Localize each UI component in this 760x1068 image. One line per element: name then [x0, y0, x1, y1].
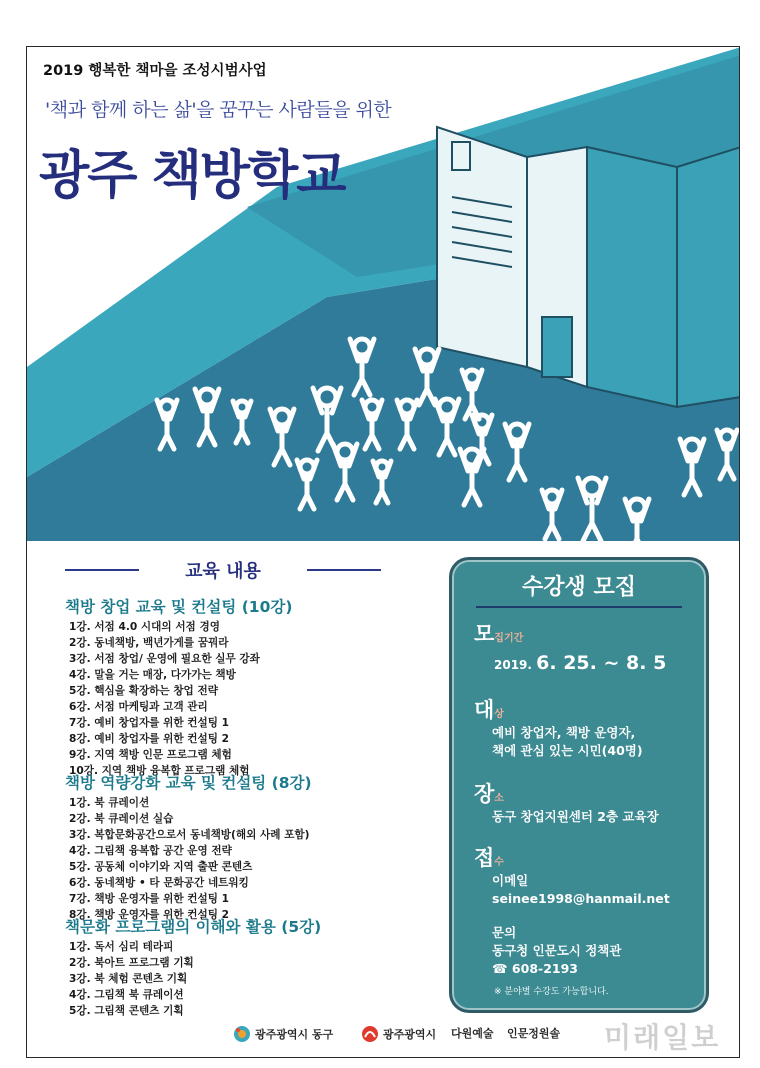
lecture-item: 1강. 서점 4.0 시대의 서점 경영 — [69, 621, 220, 633]
phone-number: ☎ 608-2193 — [492, 961, 578, 976]
logo-dawon-text: 다원예술 — [451, 1027, 494, 1040]
logo-inmun — [507, 1025, 560, 1041]
lecture-item: 5강. 그림책 콘텐츠 기획 — [69, 1005, 184, 1017]
lecture-list — [65, 939, 405, 1019]
inquiry-org: 동구청 인문도시 정책관 — [492, 943, 622, 958]
logo-dawon — [451, 1025, 494, 1041]
course-block-3 — [65, 917, 405, 1019]
lecture-item: 2강. 북아트 프로그램 기획 — [69, 957, 194, 969]
period-section — [474, 618, 666, 674]
lecture-item: 9강. 지역 책방 인문 프로그램 체험 — [69, 749, 232, 761]
course-block-2 — [65, 773, 405, 923]
lecture-item: 3강. 서점 창업/ 운영에 필요한 실무 강좌 — [69, 653, 260, 665]
lecture-item: 5강. 핵심을 확장하는 창업 전략 — [69, 685, 218, 697]
email-label: 이메일 — [492, 873, 529, 888]
tagline: '책과 함께 하는 삶'을 꿈꾸는 사람들을 위한 — [45, 99, 392, 121]
logo-inmun-text: 인문정원솔 — [507, 1027, 561, 1040]
target-initial: 대 — [474, 698, 495, 722]
period-year: 2019. — [494, 658, 532, 672]
place-label: 소 — [494, 793, 504, 804]
lecture-item: 6강. 서점 마케팅과 고객 관리 — [69, 701, 208, 713]
lecture-item: 3강. 복합문화공간으로서 동네책방(해외 사례 포함) — [69, 829, 310, 841]
gwangju-logo-icon — [361, 1025, 379, 1043]
lecture-item: 6강. 동네책방 • 타 문화공간 네트워킹 — [69, 877, 249, 889]
lecture-item: 4강. 그림책 융복합 공간 운영 전략 — [69, 845, 232, 857]
note-text: ※ 분야별 수강도 가능합니다. — [494, 987, 609, 997]
lecture-item: 2강. 동네책방, 백년가게를 꿈꿔라 — [69, 637, 229, 649]
poster — [26, 46, 740, 1058]
apply-section — [474, 842, 670, 978]
recruitment-panel — [449, 557, 709, 1013]
lecture-item: 7강. 예비 창업자를 위한 컨설팅 1 — [69, 717, 230, 729]
lecture-item: 1강. 독서 심리 테라피 — [69, 941, 174, 953]
course-block-1 — [65, 597, 405, 779]
panel-divider — [476, 606, 682, 608]
logo-gwangju-text: 광주광역시 — [383, 1028, 437, 1041]
education-heading-text: 교육 내용 — [185, 561, 261, 582]
apply-label: 수 — [494, 857, 504, 868]
lecture-list — [65, 795, 405, 923]
target-line-1: 예비 창업자, 책방 운영자, — [492, 725, 636, 740]
period-label: 집기간 — [494, 633, 524, 644]
lecture-item: 2강. 북 큐레이션 실습 — [69, 813, 174, 825]
donggu-logo-icon — [233, 1025, 251, 1043]
course-title: 책방 역량강화 교육 및 컨설팅 (8강) — [65, 774, 312, 792]
watermark: 미래일보 — [604, 1021, 721, 1054]
lecture-item: 8강. 책방 운영자를 위한 컨설팅 2 — [69, 909, 230, 921]
apply-initial: 접 — [474, 846, 495, 870]
inquiry-label: 문의 — [492, 925, 517, 940]
lecture-item: 10강. 지역 책방 융복합 프로그램 체험 — [69, 765, 250, 777]
logo-gwangju — [361, 1025, 436, 1043]
lecture-item: 7강. 책방 운영자를 위한 컨설팅 1 — [69, 893, 230, 905]
target-label: 상 — [494, 709, 504, 720]
course-title: 책방 창업 교육 및 컨설팅 (10강) — [65, 598, 293, 616]
place-value: 동구 창업지원센터 2층 교육장 — [492, 809, 659, 824]
lecture-item: 5강. 공동체 이야기와 지역 출판 콘텐츠 — [69, 861, 253, 873]
logo-donggu — [233, 1025, 333, 1043]
education-heading — [65, 555, 381, 585]
target-section — [474, 694, 643, 760]
lecture-item: 8강. 예비 창업자를 위한 컨설팅 2 — [69, 733, 230, 745]
lecture-item: 3강. 북 체험 콘텐츠 기획 — [69, 973, 188, 985]
period-initial: 모 — [474, 622, 495, 646]
period-value — [494, 652, 666, 674]
lecture-list — [65, 619, 405, 779]
lecture-item: 4강. 그림책 북 큐레이션 — [69, 989, 184, 1001]
recruitment-title: 수강생 모집 — [522, 575, 636, 600]
period-dates: 6. 25. ~ 8. 5 — [536, 652, 667, 674]
email-address[interactable]: seinee1998@hanmail.net — [492, 891, 670, 906]
lecture-item: 4강. 말을 거는 매장, 다가가는 책방 — [69, 669, 236, 681]
target-line-2: 책에 관심 있는 시민(40명) — [492, 743, 643, 758]
place-section — [474, 778, 659, 826]
page-title: 광주 책방학교 — [39, 146, 345, 206]
heading-rule-right — [307, 569, 381, 571]
hero-illustration — [27, 47, 740, 541]
course-title: 책문화 프로그램의 이해와 활용 (5강) — [65, 918, 322, 936]
logo-donggu-text: 광주광역시 동구 — [255, 1028, 334, 1041]
series-title: 2019 행복한 책마을 조성시범사업 — [43, 63, 267, 79]
lecture-item: 1강. 북 큐레이션 — [69, 797, 150, 809]
place-initial: 장 — [474, 782, 495, 806]
